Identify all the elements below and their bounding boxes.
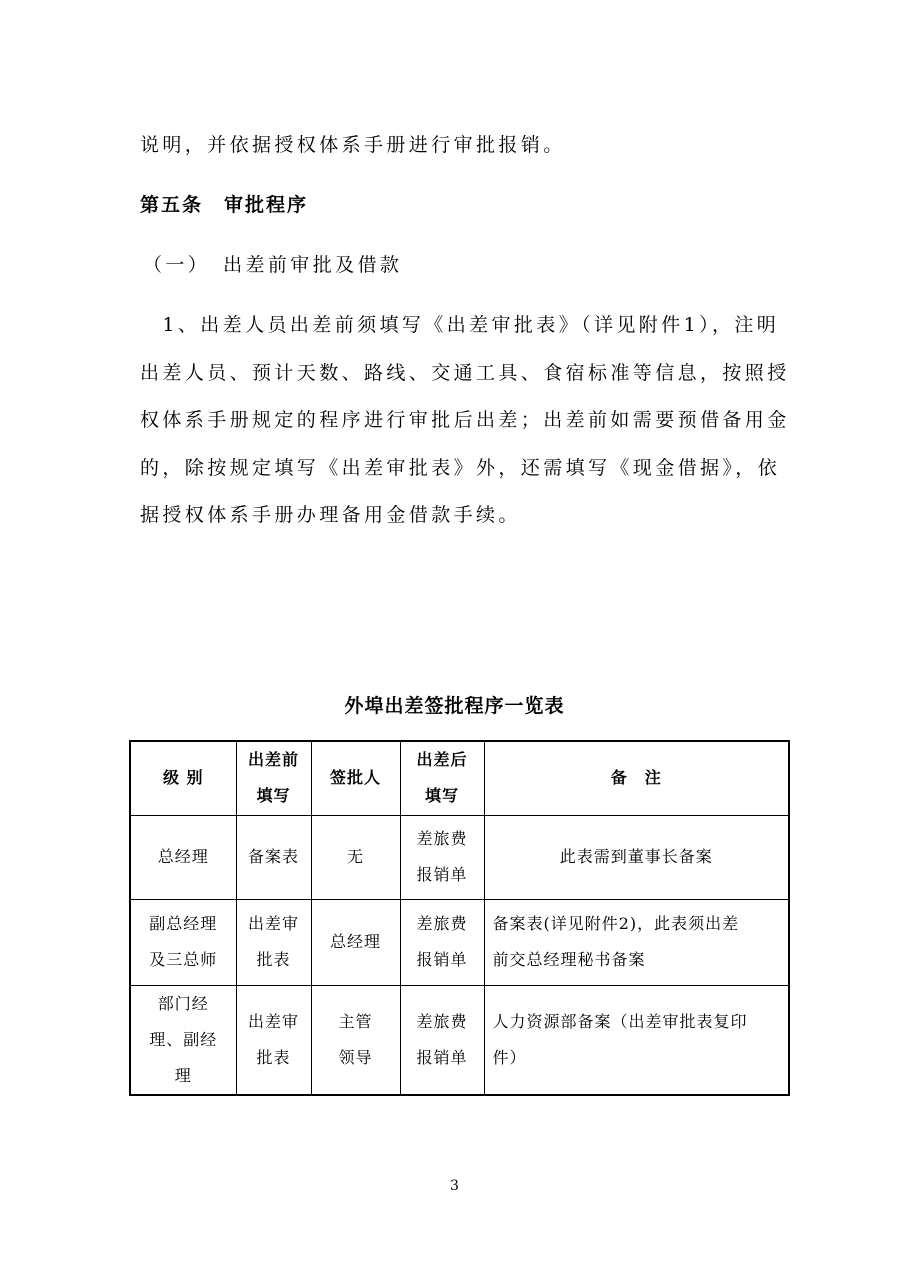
header-level: 级 别 <box>130 741 236 815</box>
header-remark: 备 注 <box>484 741 789 815</box>
table-row <box>130 815 789 899</box>
table-title: 外埠出差签批程序一览表 <box>344 695 565 717</box>
table-header-row <box>130 741 789 815</box>
cell-approver: 总经理 <box>311 899 400 985</box>
cell-remark: 此表需到董事长备案 <box>484 815 789 899</box>
header-after: 出差后 填写 <box>400 741 484 815</box>
cell-after: 差旅费 报销单 <box>400 899 484 985</box>
header-before: 出差前 填写 <box>236 741 311 815</box>
cell-level: 总经理 <box>130 815 236 899</box>
cell-level: 副总经理 及三总师 <box>130 899 236 985</box>
body-text-line: 说明，并依据授权体系手册进行审批报销。 <box>140 134 566 156</box>
paragraph-line: 据授权体系手册办理备用金借款手续。 <box>140 504 521 526</box>
page-number: 3 <box>450 1178 459 1194</box>
approval-table <box>129 740 790 1096</box>
paragraph-line: 1、出差人员出差前须填写《出差审批表》（详见附件1），注明 <box>140 314 780 336</box>
cell-remark: 备案表(详见附件2)，此表须出差 前交总经理秘书备案 <box>484 899 789 985</box>
paragraph-line: 出差人员、预计天数、路线、交通工具、食宿标准等信息，按照授 <box>140 362 790 384</box>
cell-remark: 人力资源部备案（出差审批表复印 件） <box>484 985 789 1095</box>
cell-before: 出差审 批表 <box>236 899 311 985</box>
cell-before: 备案表 <box>236 815 311 899</box>
cell-after: 差旅费 报销单 <box>400 815 484 899</box>
paragraph-line: 的，除按规定填写《出差审批表》外，还需填写《现金借据》，依 <box>140 457 781 479</box>
header-approver: 签批人 <box>311 741 400 815</box>
cell-before: 出差审 批表 <box>236 985 311 1095</box>
paragraph-line: 权体系手册规定的程序进行审批后出差；出差前如需要预借备用金 <box>140 409 790 431</box>
cell-after: 差旅费 报销单 <box>400 985 484 1095</box>
table-row <box>130 899 789 985</box>
cell-approver: 无 <box>311 815 400 899</box>
subsection-heading: （一） 出差前审批及借款 <box>143 254 403 276</box>
section-heading: 第五条 审批程序 <box>140 194 309 216</box>
cell-level: 部门经 理、副经 理 <box>130 985 236 1095</box>
cell-approver: 主管 领导 <box>311 985 400 1095</box>
table-row <box>130 985 789 1095</box>
